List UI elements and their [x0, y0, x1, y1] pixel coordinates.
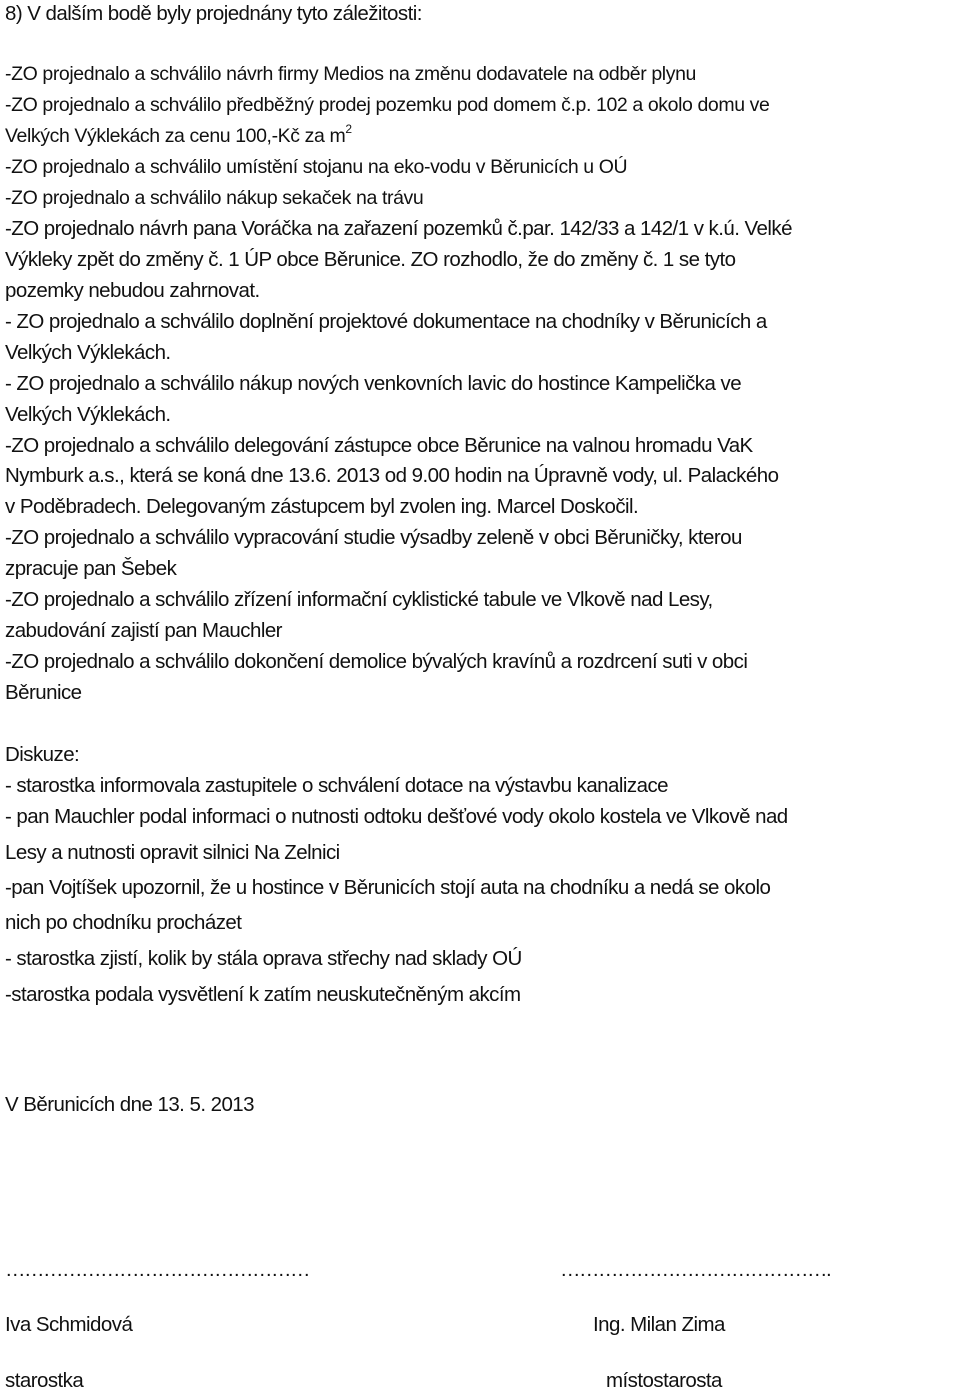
- item-line-5: -ZO projednalo a schválilo nákup sekaček na trávu: [5, 187, 424, 209]
- item-line-1: -ZO projednalo a schválilo návrh firmy Medios na změnu dodavatele na odběr plynu: [5, 63, 696, 85]
- item-line-18: -ZO projednalo a schválilo zřízení informační cyklistické tabule ve Vlkově nad Lesy,: [5, 588, 713, 611]
- item-line-3-text: Velkých Výklekách za cenu 100,-Kč za m: [5, 125, 346, 147]
- item-line-14: Nymburk a.s., která se koná dne 13.6. 2013 od 9.00 hodin na Úpravně vody, ul. Palackého: [5, 464, 779, 487]
- discussion-line-4: -pan Vojtíšek upozornil, že u hostince v Běrunicích stojí auta na chodníku a nedá se okolo: [5, 876, 771, 899]
- item-line-13: -ZO projednalo a schválilo delegování zástupce obce Běrunice na valnou hromadu VaK: [5, 434, 753, 457]
- item-line-12: Velkých Výklekách.: [5, 403, 171, 426]
- signatory-left-name: Iva Schmidová: [5, 1313, 133, 1336]
- item-line-15: v Poděbradech. Delegovaným zástupcem byl zvolen ing. Marcel Doskočil.: [5, 495, 639, 518]
- item-line-4: -ZO projednalo a schválilo umístění stojanu na eko-vodu v Běrunicích u OÚ: [5, 156, 628, 178]
- item-line-16: -ZO projednalo a schválilo vypracování studie výsadby zeleně v obci Běruničky, kterou: [5, 526, 742, 549]
- item-line-19: zabudování zajistí pan Mauchler: [5, 619, 282, 642]
- discussion-title: Diskuze:: [5, 743, 80, 766]
- item-line-9: - ZO projednalo a schválilo doplnění projektové dokumentace na chodníky v Běrunicích a: [5, 310, 767, 333]
- signatory-right-role: místostarosta: [606, 1369, 722, 1392]
- discussion-line-2: - pan Mauchler podal informaci o nutnosti odtoku dešťové vody okolo kostela ve Vlkově nad: [5, 805, 788, 828]
- signatory-right-name: Ing. Milan Zima: [593, 1313, 725, 1336]
- place-date: V Běrunicích dne 13. 5. 2013: [5, 1093, 255, 1116]
- superscript-2: 2: [345, 121, 352, 136]
- discussion-line-3: Lesy a nutnosti opravit silnici Na Zelnici: [5, 841, 340, 864]
- item-line-2: -ZO projednalo a schválilo předběžný prodej pozemku pod domem č.p. 102 a okolo domu ve: [5, 94, 770, 116]
- item-line-6: -ZO projednalo návrh pana Voráčka na zařazení pozemků č.par. 142/33 a 142/1 v k.ú. Velké: [5, 217, 792, 240]
- section-heading: 8) V dalším bodě byly projednány tyto záležitosti:: [5, 2, 422, 25]
- signatory-left-role: starostka: [5, 1369, 84, 1392]
- discussion-line-7: -starostka podala vysvětlení k zatím neuskutečněným akcím: [5, 983, 521, 1006]
- item-line-21: Běrunice: [5, 681, 82, 704]
- discussion-line-6: - starostka zjistí, kolik by stála oprava střechy nad sklady OÚ: [5, 947, 522, 970]
- item-line-17: zpracuje pan Šebek: [5, 557, 177, 580]
- item-line-10: Velkých Výklekách.: [5, 341, 171, 364]
- item-line-7: Výkleky zpět do změny č. 1 ÚP obce Běrunice. ZO rozhodlo, že do změny č. 1 se tyto: [5, 248, 736, 271]
- item-line-8: pozemky nebudou zahrnovat.: [5, 279, 260, 302]
- discussion-line-5: nich po chodníku procházet: [5, 911, 242, 934]
- item-line-3: [5, 121, 352, 147]
- signature-line-left: …………………………………………: [5, 1258, 309, 1281]
- signature-line-right: …………………………………….: [560, 1258, 831, 1281]
- item-line-11: - ZO projednalo a schválilo nákup nových venkovních lavic do hostince Kampelička ve: [5, 372, 742, 395]
- item-line-20: -ZO projednalo a schválilo dokončení demolice bývalých kravínů a rozdrcení suti v obci: [5, 650, 748, 673]
- discussion-line-1: - starostka informovala zastupitele o schválení dotace na výstavbu kanalizace: [5, 774, 668, 797]
